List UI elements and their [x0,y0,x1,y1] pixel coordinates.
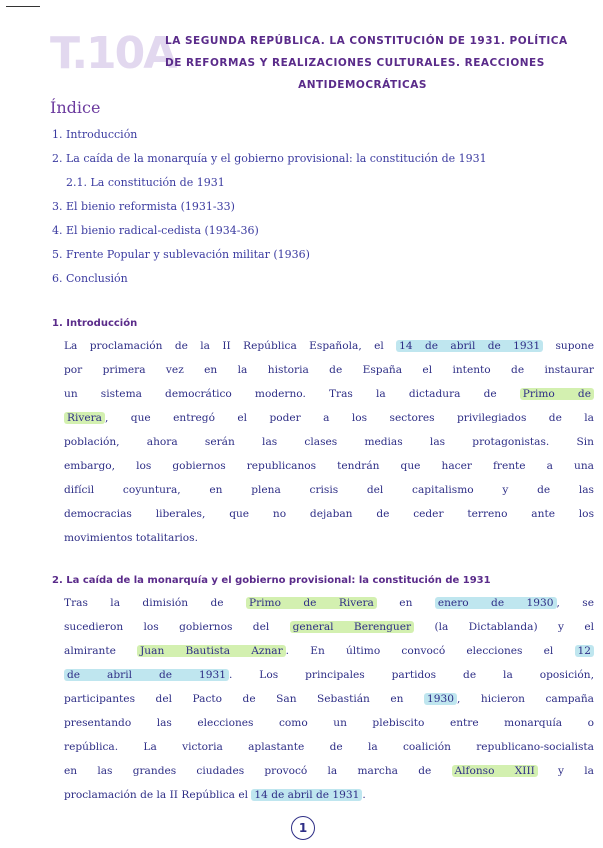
text-run: . En último convocó elecciones el [285,645,575,657]
index-heading: Índice [50,98,101,117]
highlighted-date: 14 de abril de 1931 [251,789,362,801]
text-run: almirante [64,645,138,657]
text-run: , hicieron campaña [456,693,594,705]
text-line [64,615,594,639]
text-run: supone [543,340,594,352]
text-line [64,334,594,358]
text-run: movimientos totalitarios. [64,532,198,544]
highlighted-date: 14 de abril de 1931 [396,340,543,352]
highlighted-name: Juan Bautista Aznar [137,645,286,657]
text-run: participantes del Pacto de San Sebastián en [64,693,425,705]
index-item: 5. Frente Popular y sublevación militar (1936) [52,248,310,261]
section-heading-introduccion: 1. Introducción [52,318,138,329]
text-run: por primera vez en la historia de España el intento de instaurar [64,364,594,376]
text-run: democracias liberales, que no dejaban de ceder terreno ante los [64,508,594,520]
corner-mark [6,6,40,7]
text-line [64,783,594,807]
highlighted-name: Alfonso XIII [452,765,538,777]
text-run: . Los principales partidos de la oposición, [228,669,594,681]
text-line [64,406,594,430]
highlighted-name: general Berenguer [290,621,414,633]
text-run: Tras la dimisión de [64,597,246,609]
text-run: (la Dictablanda) y el [414,621,594,633]
index-item: 6. Conclusión [52,272,128,285]
index-list [52,123,592,291]
text-run: , se [556,597,594,609]
section-body-caida-monarquia [64,591,594,807]
text-line [64,382,594,406]
text-line [64,711,594,735]
topic-stamp: T.10A [50,28,176,79]
text-line [64,526,594,550]
text-run: La proclamación de la II República Española, el [64,340,397,352]
highlighted-name: Rivera [64,412,105,424]
text-line [64,687,594,711]
text-run: en las grandes ciudades provocó la marcha de [64,765,452,777]
index-item: 1. Introducción [52,128,138,141]
text-run: difícil coyuntura, en plena crisis del capitalismo y de las [64,484,594,496]
index-subitem: 2.1. La constitución de 1931 [66,176,225,189]
text-line [64,663,594,687]
text-run: y la [537,765,594,777]
index-item: 2. La caída de la monarquía y el gobierno provisional: la constitución de 1931 [52,152,487,165]
text-run: . [362,789,366,801]
text-line [64,454,594,478]
highlighted-date: de abril de 1931 [64,669,229,681]
text-run: proclamación de la II República el [64,789,252,801]
text-run: en [376,597,435,609]
document-title [165,30,590,96]
text-line [64,639,594,663]
text-run: , que entregó el poder a los sectores privilegiados de la [105,412,594,424]
index-item: 4. El bienio radical-cedista (1934-36) [52,224,259,237]
text-run: república. La victoria aplastante de la coalición republicano-socialista [64,741,594,753]
title-line: DE REFORMAS Y REALIZACIONES CULTURALES. REACCIONES [165,57,545,69]
highlighted-name: Primo de Rivera [246,597,377,609]
text-run: sucedieron los gobiernos del [64,621,290,633]
text-line [64,478,594,502]
highlighted-date: 1930 [424,693,457,705]
title-line: ANTIDEMOCRÁTICAS [298,79,427,91]
highlighted-date: 12 [575,645,594,657]
text-run: embargo, los gobiernos republicanos tendrán que hacer frente a una [64,460,594,472]
index-item: 3. El bienio reformista (1931-33) [52,200,235,213]
section-body-introduccion [64,334,594,550]
text-run: población, ahora serán las clases medias las protagonistas. Sin [64,436,594,448]
title-line: LA SEGUNDA REPÚBLICA. LA CONSTITUCIÓN DE 1931. POLÍTICA [165,35,568,47]
highlighted-date: enero de 1930 [435,597,557,609]
text-line [64,759,594,783]
highlighted-name: Primo de [520,388,594,400]
text-line [64,735,594,759]
section-heading-caida-monarquia: 2. La caída de la monarquía y el gobierno provisional: la constitución de 1931 [52,575,491,586]
text-run: presentando las elecciones como un plebiscito entre monarquía o [64,717,594,729]
text-line [64,591,594,615]
text-run: un sistema democrático moderno. Tras la dictadura de [64,388,520,400]
text-line [64,502,594,526]
text-line [64,430,594,454]
page-number: 1 [291,816,315,840]
text-line [64,358,594,382]
